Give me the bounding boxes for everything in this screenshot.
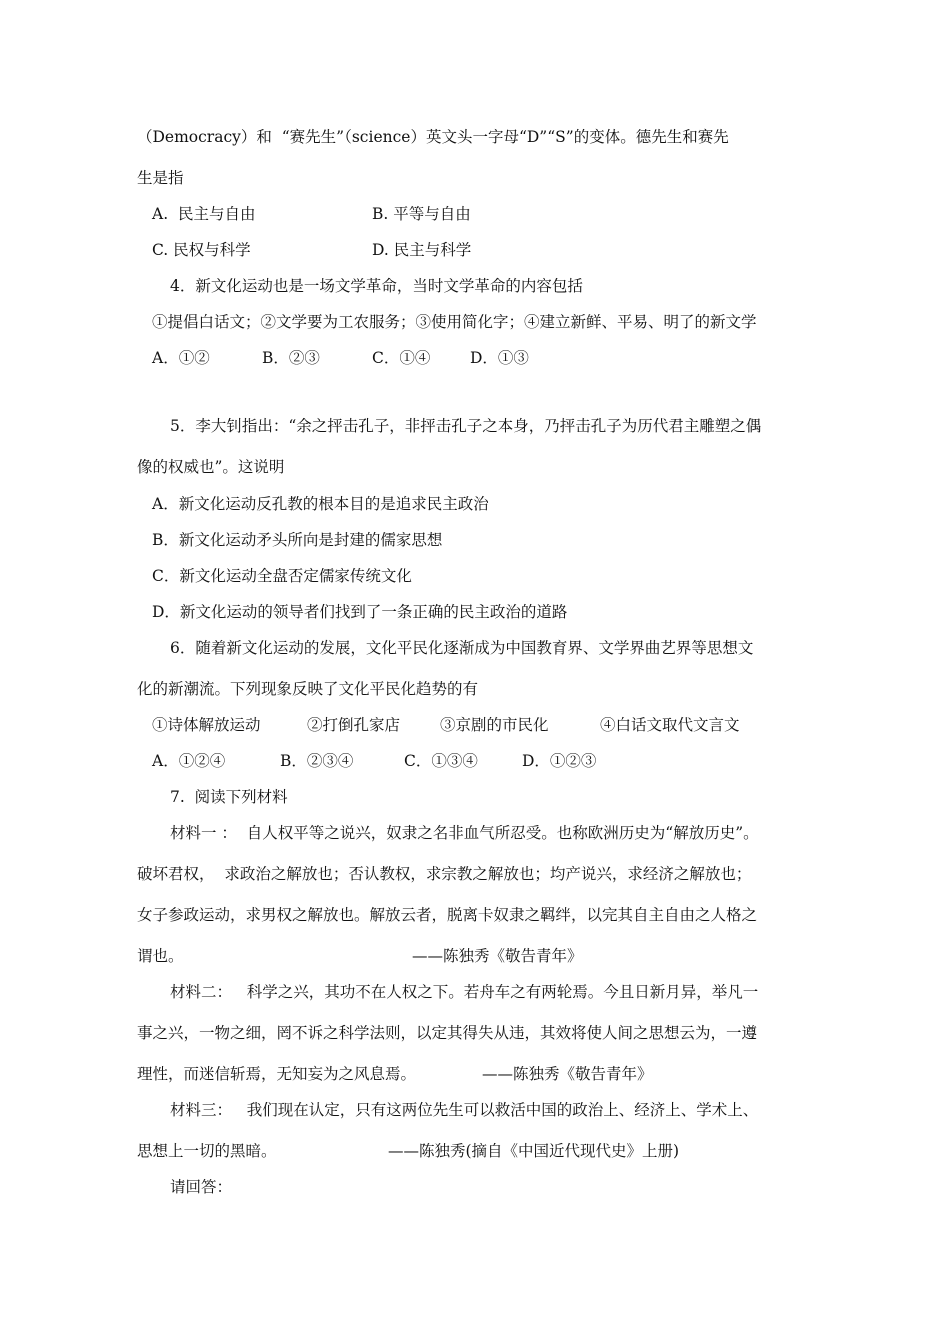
q5-line1: 5．李大钊指出：“余之抨击孔子，非抨击孔子之本身，乃抨击孔子为历代君主雕塑之偶 [170, 417, 762, 435]
q6-item-4: ④白话文取代文言文 [600, 716, 740, 734]
q6-option-c: C．①③④ [404, 752, 478, 770]
material-2-line3: 理性，而迷信斩焉，无知妄为之风息焉。 [137, 1065, 417, 1083]
q5-option-c: C．新文化运动全盘否定儒家传统文化 [152, 567, 412, 585]
q3-line1: （Democracy）和 “赛先生”（science）英文头一字母“D”“S”的变体。德先生和赛先 [137, 128, 729, 146]
q3-option-c: C. 民权与科学 [152, 241, 251, 259]
q5-option-b: B．新文化运动矛头所向是封建的儒家思想 [152, 531, 443, 549]
q6-line2: 化的新潮流。下列现象反映了文化平民化趋势的有 [137, 680, 479, 698]
material-2-line1: 材料二： 科学之兴，其功不在人权之下。若舟车之有两轮焉。今且日新月异，举凡一 [170, 983, 759, 1001]
q7-stem: 7. 阅读下列材料 [170, 788, 288, 806]
material-1-line4: 谓也。 [137, 947, 184, 965]
q6-option-a: A．①②④ [152, 752, 226, 770]
q3-option-b: B. 平等与自由 [372, 205, 471, 223]
q6-item-1: ①诗体解放运动 [152, 716, 261, 734]
q6-option-b: B．②③④ [280, 752, 354, 770]
material-2-line2: 事之兴，一物之细，罔不诉之科学法则，以定其得失从违，其效将使人间之思想云为，一遵 [137, 1024, 758, 1042]
q6-item-2: ②打倒孔家店 [307, 716, 401, 734]
material-2-source: ——陈独秀《敬告青年》 [482, 1065, 653, 1083]
material-3-source: ——陈独秀(摘自《中国近代现代史》上册) [388, 1142, 680, 1160]
q4-option-a: A．①② [152, 349, 210, 367]
q4-stem: 4．新文化运动也是一场文学革命，当时文学革命的内容包括 [170, 277, 583, 295]
material-3-line1: 材料三： 我们现在认定，只有这两位先生可以救活中国的政治上、经济上、学术上、 [170, 1101, 759, 1119]
material-1-source: ——陈独秀《敬告青年》 [412, 947, 583, 965]
q4-items: ①提倡白话文；②文学要为工农服务；③使用简化字；④建立新鲜、平易、明了的新文学 [152, 313, 757, 331]
q4-option-b: B．②③ [262, 349, 320, 367]
material-1-line3: 女子参政运动，求男权之解放也。解放云者，脱离卡奴隶之羁绊，以完其自主自由之人格之 [137, 906, 758, 924]
q3-option-a: A. 民主与自由 [152, 205, 256, 223]
q3-line2: 生是指 [137, 169, 184, 187]
answer-prompt: 请回答： [170, 1178, 233, 1196]
q4-option-c: C．①④ [372, 349, 431, 367]
q5-line2: 像的权威也”。这说明 [137, 458, 285, 476]
material-1-line1: 材料一 ： 自人权平等之说兴，奴隶之名非血气所忍受。也称欧洲历史为“解放历史”。 [170, 824, 759, 842]
material-1-line2: 破坏君权， 求政治之解放也；否认教权，求宗教之解放也；均产说兴，求经济之解放也； [137, 865, 752, 883]
q6-line1: 6．随着新文化运动的发展，文化平民化逐渐成为中国教育界、文学界曲艺界等思想文 [170, 639, 754, 657]
material-3-line2: 思想上一切的黑暗。 [137, 1142, 277, 1160]
q3-option-d: D. 民主与科学 [372, 241, 472, 259]
q5-option-a: A．新文化运动反孔教的根本目的是追求民主政治 [152, 495, 489, 513]
q6-item-3: ③京剧的市民化 [440, 716, 549, 734]
q4-option-d: D．①③ [470, 349, 529, 367]
q5-option-d: D．新文化运动的领导者们找到了一条正确的民主政治的道路 [152, 603, 568, 621]
q6-option-d: D．①②③ [522, 752, 597, 770]
